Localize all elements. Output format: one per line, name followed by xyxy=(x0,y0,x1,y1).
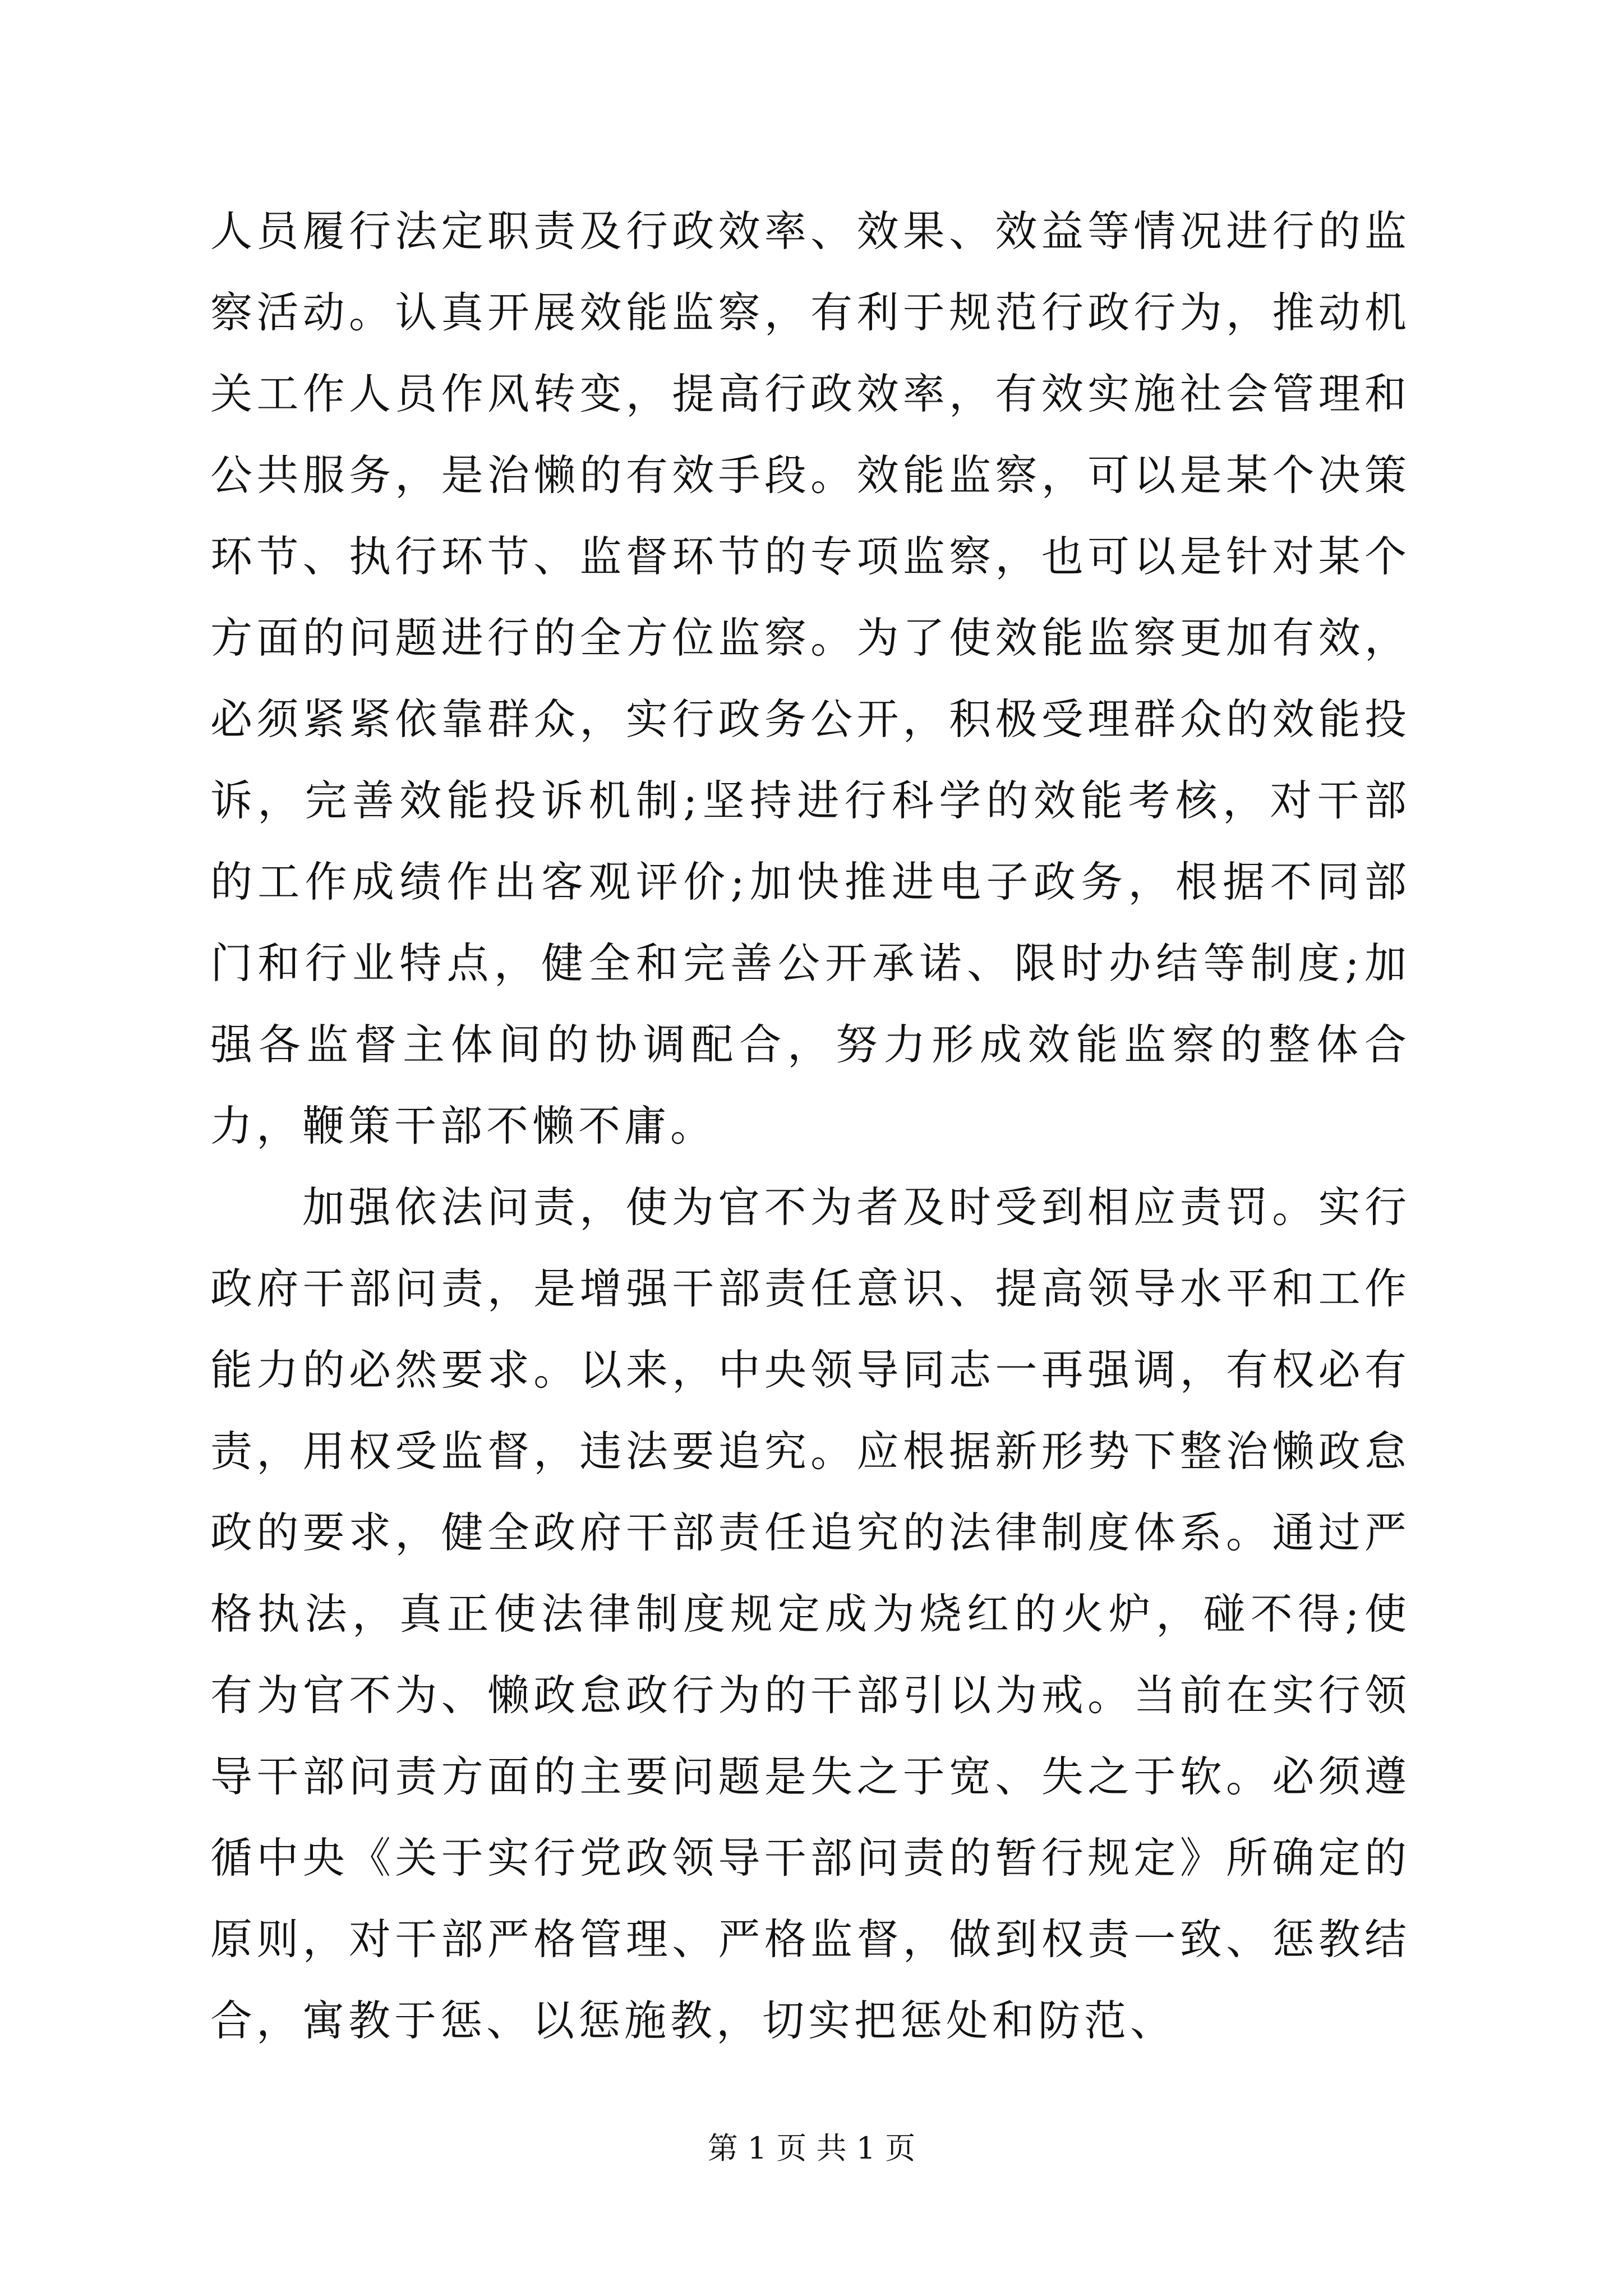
paragraph-1: 人员履行法定职责及行政效率、效果、效益等情况进行的监察活动。认真开展效能监察，有利于规范行政行为，推动机关工作人员作风转变，提高行政效率，有效实施社会管理和公共服务，是治懒的有效手段。效能监察，可以是某个决策环节、执行环节、监督环节的专项监察，也可以是针对某个方面的问题进行的全方位监察。为了使效能监察更加有效，必须紧紧依靠群众，实行政务公开，积极受理群众的效能投诉，完善效能投诉机制;坚持进行科学的效能考核，对干部的工作成绩作出客观评价;加快推进电子政务，根据不同部门和行业特点，健全和完善公开承诺、限时办结等制度;加强各监督主体间的协调配合，努力形成效能监察的整体合力，鞭策干部不懒不庸。 xyxy=(210,206,1410,1151)
page-footer: 第 1 页 共 1 页 xyxy=(707,2131,916,2166)
document-body xyxy=(210,191,1410,2062)
paragraph-2: 加强依法问责，使为官不为者及时受到相应责罚。实行政府干部问责，是增强干部责任意识、提高领导水平和工作能力的必然要求。以来，中央领导同志一再强调，有权必有责，用权受监督，违法要追究。应根据新形势下整治懒政怠政的要求，健全政府干部责任追究的法律制度体系。通过严格执法，真正使法律制度规定成为烧红的火炉，碰不得;使有为官不为、懒政怠政行为的干部引以为戒。当前在实行领导干部问责方面的主要问题是失之于宽、失之于软。必须遵循中央《关于实行党政领导干部问责的暂行规定》所确定的原则，对干部严格管理、严格监督，做到权责一致、惩教结合，寓教于惩、以惩施教，切实把惩处和防范、 xyxy=(210,1182,1410,2045)
